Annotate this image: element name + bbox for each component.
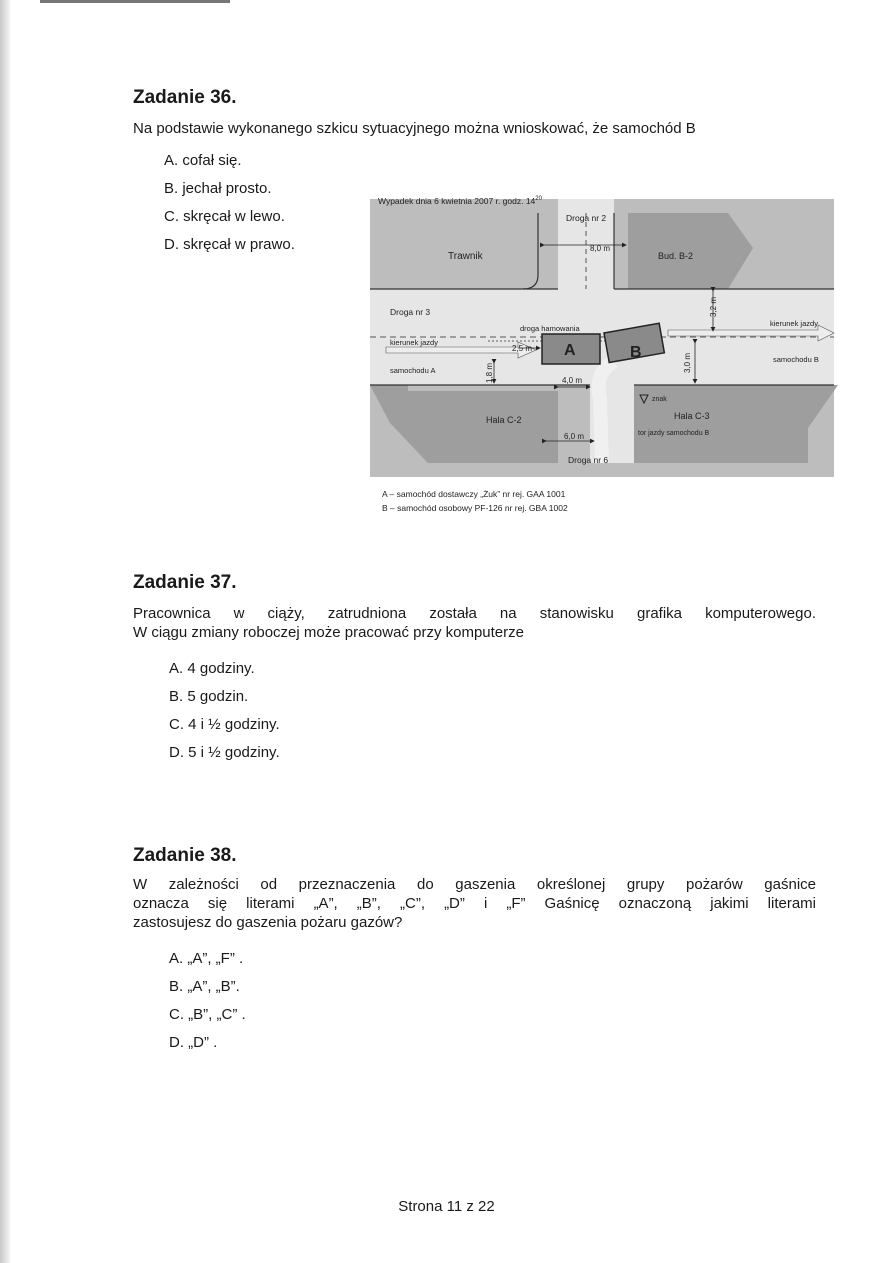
task-37-question-line-2: W ciągu zmiany roboczej może pracować przy komputerze (133, 624, 524, 641)
task-38-question-line-3: zastosujesz do gaszenia pożaru gazów? (133, 914, 403, 931)
task-37-option-b[interactable]: B. 5 godzin. (169, 688, 249, 705)
task-36-question: Na podstawie wykonanego szkicu sytuacyjnego można wnioskować, że samochód B (133, 120, 696, 137)
label-braking-distance: droga hamowania (520, 324, 580, 333)
label-road-2: Droga nr 2 (566, 213, 607, 223)
task-36-option-c[interactable]: C. skręcał w lewo. (164, 208, 285, 225)
task-38-question (133, 875, 816, 932)
task-37-question-line-1: Pracownica w ciąży, zatrudniona została na stanowisku grafika komputerowego. (133, 605, 816, 622)
label-hall-c2: Hala C-2 (486, 415, 522, 425)
task-37-options (169, 658, 280, 770)
accident-sketch (368, 183, 838, 518)
legend-a: A – samochód dostawczy „Żuk” nr rej. GAA 1001 (382, 489, 566, 499)
task-38-question-line-1: W zależności od przeznaczenia do gaszenia określonej grupy pożarów gaśnice (133, 876, 816, 893)
label-vehicle-a: samochodu A (390, 366, 436, 375)
label-car-b: B (630, 344, 642, 361)
label-path-b: tor jazdy samochodu B (638, 430, 710, 437)
task-38-option-d[interactable]: D. „D” . (169, 1034, 218, 1051)
label-building-b2: Bud. B-2 (658, 251, 694, 261)
accident-sketch-svg (368, 183, 838, 518)
task-36-options (164, 150, 295, 262)
label-dist-25: 2,5 m (512, 344, 533, 353)
label-dist-30: 3,0 m (683, 352, 692, 373)
label-dist-60: 6,0 m (564, 432, 585, 441)
task-38-options (169, 948, 246, 1060)
scan-top-mark (40, 0, 230, 3)
sketch-header: Wypadek dnia 6 kwietnia 2007 r. godz. $14^{20}$ (378, 196, 542, 206)
label-dist-32: 3,2 m (709, 296, 718, 317)
task-37-title: Zadanie 37. (133, 572, 237, 593)
label-dist-40: 4,0 m (562, 376, 583, 385)
task-36-option-a[interactable]: A. cofał się. (164, 152, 242, 169)
label-road-3: Droga nr 3 (390, 307, 431, 317)
label-vehicle-b: samochodu B (773, 355, 819, 364)
task-36-title: Zadanie 36. (133, 87, 237, 108)
task-38-option-c[interactable]: C. „B”, „C” . (169, 1006, 246, 1023)
legend-b: B – samochód osobowy PF-126 nr rej. GBA 1002 (382, 503, 568, 513)
task-37-option-d[interactable]: D. 5 i ½ godziny. (169, 744, 280, 761)
label-lawn: Trawnik (448, 251, 483, 262)
task-36-option-d[interactable]: D. skręcał w prawo. (164, 236, 295, 253)
task-38-option-a[interactable]: A. „A”, „F” . (169, 950, 244, 967)
scan-edge (0, 0, 10, 1263)
label-direction-b: kierunek jazdy (770, 319, 818, 328)
label-road-6: Droga nr 6 (568, 455, 609, 465)
task-36-option-b[interactable]: B. jechał prosto. (164, 180, 272, 197)
page-number: Strona 11 z 22 (398, 1198, 495, 1215)
task-38-question-line-2: oznacza się literami „A”, „B”, „C”, „D” i „F” Gaśnicę oznaczoną jakimi literami (133, 895, 816, 912)
task-37-question (133, 604, 816, 642)
label-hall-c3: Hala C-3 (674, 411, 710, 421)
task-37-option-c[interactable]: C. 4 i ½ godziny. (169, 716, 280, 733)
label-direction-a: kierunek jazdy (390, 338, 438, 347)
label-dist-18: 1,8 m (485, 362, 494, 383)
label-car-a: A (564, 342, 576, 359)
task-37-option-a[interactable]: A. 4 godziny. (169, 660, 255, 677)
task-38-option-b[interactable]: B. „A”, „B”. (169, 978, 240, 995)
label-sign: znak (652, 396, 667, 403)
task-38-title: Zadanie 38. (133, 845, 237, 866)
label-dist-8: 8,0 m (590, 244, 611, 253)
